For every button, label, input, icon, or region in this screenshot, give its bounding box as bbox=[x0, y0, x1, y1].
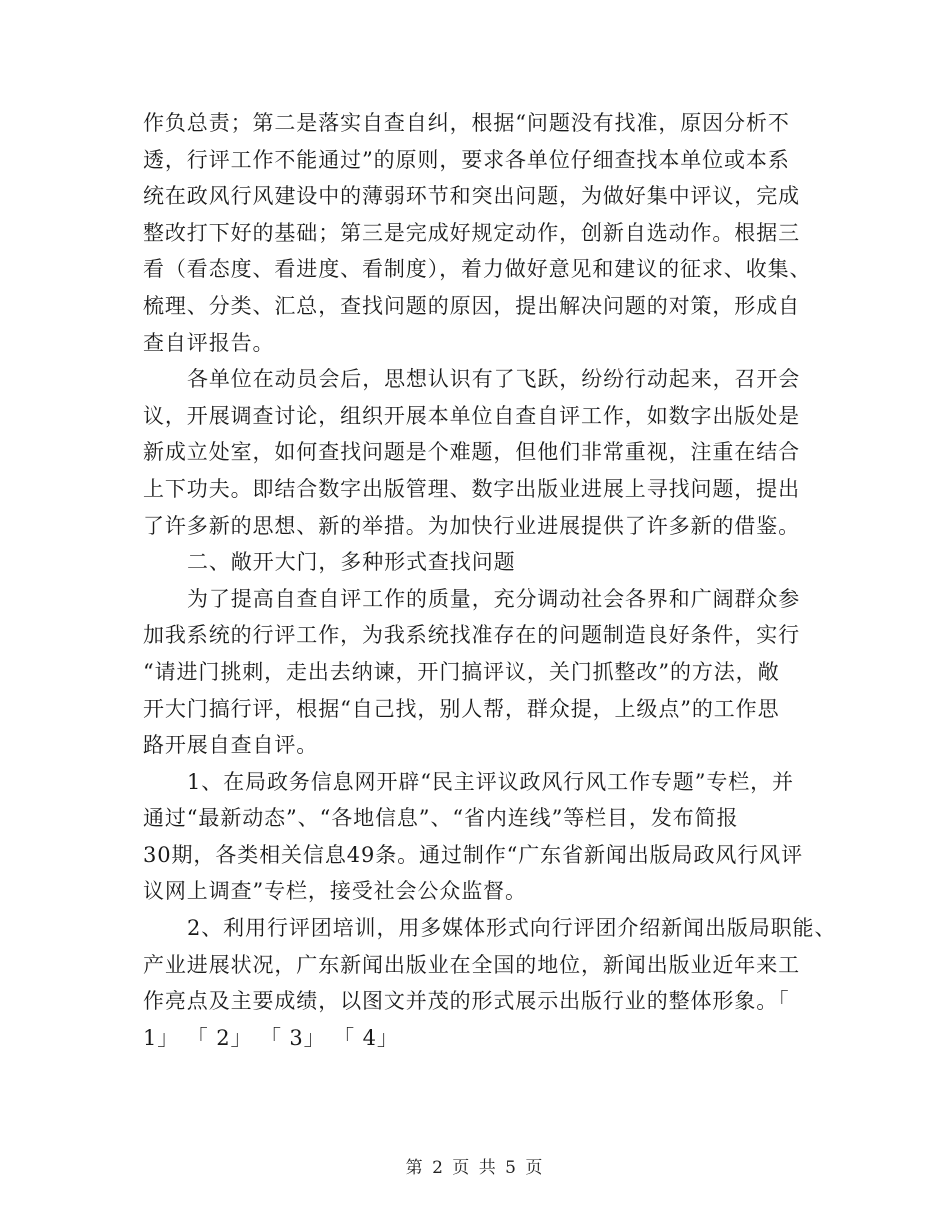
paragraph-line: 产业进展状况，广东新闻出版业在全国的地位，新闻出版业近年来工 bbox=[143, 952, 800, 977]
section-heading: 二、敞开大门，多种形式查找问题 bbox=[187, 550, 516, 575]
paragraph-line: 为了提高自查自评工作的质量，充分调动社会各界和广阔群众参 bbox=[187, 586, 801, 611]
paragraph-line: 新成立处室，如何查找问题是个难题，但他们非常重视，注重在结合 bbox=[143, 440, 800, 465]
paragraph-line: 作亮点及主要成绩，以图文并茂的形式展示出版行业的整体形象。「 bbox=[143, 989, 790, 1014]
paragraph-line: “请进门挑刺，走出去纳谏，开门搞评议，关门抓整改”的方法，敞 bbox=[143, 659, 780, 684]
paragraph-line: 1、在局政务信息网开辟“民主评议政风行风工作专题”专栏，并 bbox=[187, 769, 794, 794]
paragraph-line: 透，行评工作不能通过”的原则，要求各单位仔细查找本单位或本系 bbox=[143, 147, 790, 172]
paragraph-line: 统在政风行风建设中的薄弱环节和突出问题，为做好集中评议，完成 bbox=[143, 184, 800, 209]
paragraph-line: 议，开展调查讨论，组织开展本单位自查自评工作，如数字出版处是 bbox=[143, 403, 800, 428]
paragraph-line: 30期，各类相关信息49条。通过制作“广东省新闻出版局政风行风评 bbox=[143, 842, 803, 867]
paragraph-line: 看（看态度、看进度、看制度），着力做好意见和建议的征求、收集、 bbox=[143, 257, 812, 282]
paragraph-line: 梳理、分类、汇总，查找问题的原因，提出解决问题的对策，形成自 bbox=[143, 293, 800, 318]
paragraph-line: 加我系统的行评工作，为我系统找准存在的问题制造良好条件，实行 bbox=[143, 623, 800, 648]
paragraph-line: 整改打下好的基础；第三是完成好规定动作，创新自选动作。根据三 bbox=[143, 220, 800, 245]
paragraph-line: 路开展自查自评。 bbox=[143, 733, 319, 758]
paragraph-line: 查自评报告。 bbox=[143, 330, 275, 355]
paragraph-line: 上下功夫。即结合数字出版管理、数字出版业进展上寻找问题，提出 bbox=[143, 476, 800, 501]
document-body bbox=[143, 105, 837, 1056]
paragraph-line: 议网上调查”专栏，接受社会公众监督。 bbox=[143, 879, 527, 904]
paragraph-line: 通过“最新动态”、“各地信息”、“省内连线”等栏目，发布简报 bbox=[143, 806, 739, 831]
page-footer: 第 2 页 共 5 页 bbox=[405, 1158, 545, 1178]
paragraph-line: 了许多新的思想、新的举措。为加快行业进展提供了许多新的借鉴。 bbox=[143, 513, 800, 538]
paragraph-line: 各单位在动员会后，思想认识有了飞跃，纷纷行动起来，召开会 bbox=[187, 367, 801, 392]
paragraph-line: 作负总责；第二是落实自查自纠，根据“问题没有找准，原因分析不 bbox=[143, 111, 790, 135]
paragraph-line: 2、利用行评团培训，用多媒体形式向行评团介绍新闻出版局职能、 bbox=[187, 916, 837, 941]
paragraph-line: 开大门搞行评，根据“自己找，别人帮，群众提，上级点”的工作思 bbox=[143, 696, 780, 721]
page-link-row: 1」 「 2」 「 3」 「 4」 bbox=[143, 1025, 399, 1050]
